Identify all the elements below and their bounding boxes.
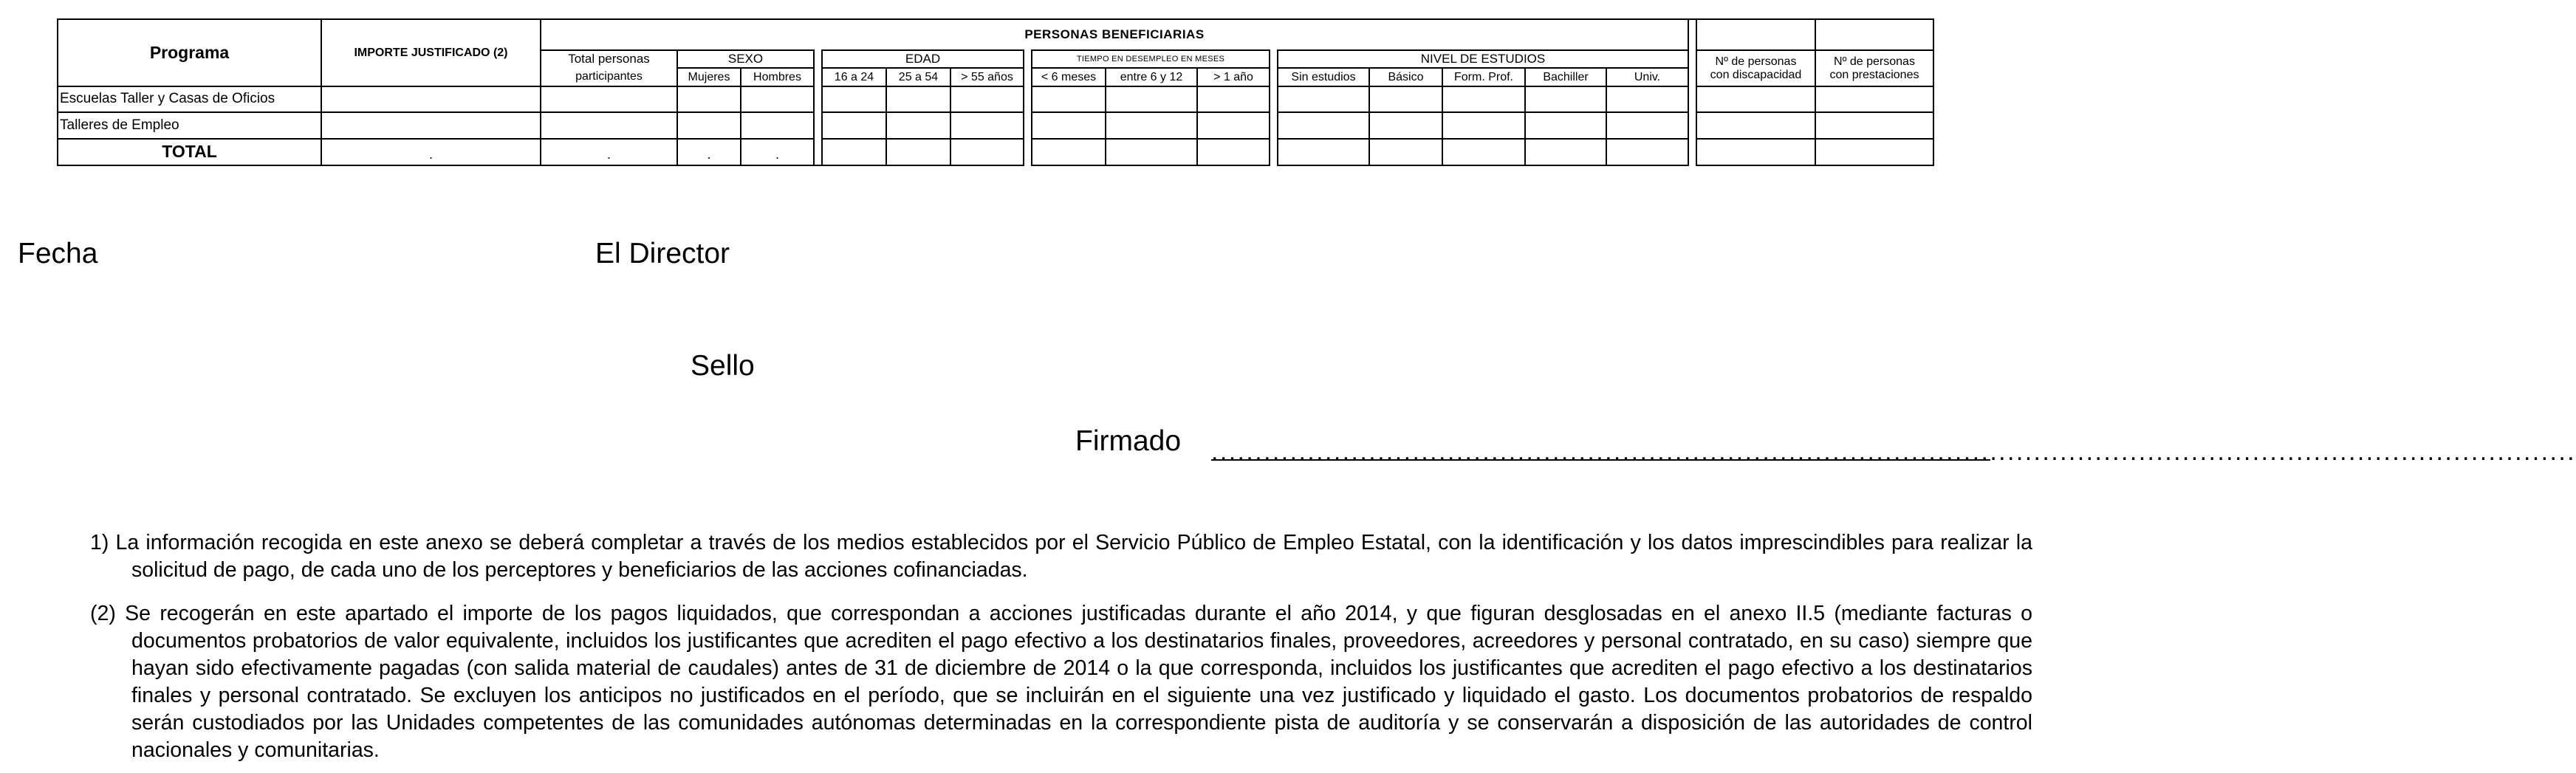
header-tiempo-desempleo: TIEMPO EN DESEMPLEO EN MESES: [1032, 50, 1270, 68]
table-row: [58, 86, 1933, 112]
cell-edad-16-24: [822, 86, 886, 112]
header-personas-prestaciones: [1815, 50, 1933, 86]
footnote-2: [90, 600, 2032, 764]
cell-basico: [1369, 86, 1442, 112]
header-edad: EDAD: [822, 50, 1024, 68]
column-gap: [814, 139, 822, 165]
header-nivel-estudios: NIVEL DE ESTUDIOS: [1278, 50, 1688, 68]
header-discapacidad-line2: con discapacidad: [1710, 68, 1802, 81]
cell-form-prof: [1442, 112, 1525, 139]
cell-hombres: [741, 86, 814, 112]
cell-univ: [1606, 86, 1688, 112]
total-prestaciones: [1815, 139, 1933, 165]
column-gap: [1688, 68, 1696, 86]
cell-sin-estudios: [1278, 86, 1369, 112]
footnote-1: [90, 529, 2032, 584]
cell-mujeres: [677, 86, 741, 112]
cell-tiempo-6-12: [1106, 112, 1197, 139]
column-gap: [1270, 112, 1278, 139]
header-prestaciones-line1: Nº de personas: [1834, 55, 1915, 68]
total-tiempo-6-12: [1106, 139, 1197, 165]
column-gap: [1688, 50, 1696, 68]
total-univ: [1606, 139, 1688, 165]
header-mujeres: Mujeres: [677, 68, 741, 86]
cell-importe: [321, 86, 541, 112]
header-programa: Programa: [58, 19, 321, 86]
cell-edad-25-54: [886, 86, 950, 112]
total-hombres: .: [741, 139, 814, 165]
cell-basico: [1369, 112, 1442, 139]
column-gap: [1270, 68, 1278, 86]
cell-tiempo-1-ano: [1197, 112, 1270, 139]
cell-edad-25-54: [886, 112, 950, 139]
cell-form-prof: [1442, 86, 1525, 112]
header-total-personas-line2: participantes: [541, 68, 677, 86]
cell-total-personas: [541, 86, 677, 112]
sello-label: Sello: [691, 350, 755, 382]
header-basico: Básico: [1369, 68, 1442, 86]
footnote-1-text: 1) La información recogida en este anexo se deberá completar a través de los medios establecidos por el Servicio Público de Empleo Estatal, con la identificación y los datos imprescindibles para realizar la solicitud de pago, de cada uno de los perceptores y beneficiarios de las acciones cofinanciadas.: [90, 531, 2032, 582]
cell-tiempo-6-meses: [1032, 112, 1106, 139]
beneficiaries-table-wrapper: [57, 18, 1934, 166]
header-bachiller: Bachiller: [1525, 68, 1606, 86]
cell-edad-16-24: [822, 112, 886, 139]
total-discapacidad: [1696, 139, 1815, 165]
column-gap: [1024, 86, 1032, 112]
column-gap: [1270, 86, 1278, 112]
header-prestaciones-line2: con prestaciones: [1829, 68, 1919, 81]
cell-discapacidad: [1696, 112, 1815, 139]
cell-edad-55: [950, 86, 1024, 112]
total-form-prof: [1442, 139, 1525, 165]
header-form-prof: Form. Prof.: [1442, 68, 1525, 86]
total-tiempo-6-meses: [1032, 139, 1106, 165]
row-label: Talleres de Empleo: [58, 112, 321, 139]
total-label: TOTAL: [58, 139, 321, 165]
header-importe-justificado: IMPORTE JUSTIFICADO (2): [321, 19, 541, 86]
header-sexo: SEXO: [677, 50, 814, 68]
cell-sin-estudios: [1278, 112, 1369, 139]
header-sin-estudios: Sin estudios: [1278, 68, 1369, 86]
cell-mujeres: [677, 112, 741, 139]
header-tiempo-6-meses: < 6 meses: [1032, 68, 1106, 86]
cell-univ: [1606, 112, 1688, 139]
cell-total-personas: [541, 112, 677, 139]
column-gap: [814, 112, 822, 139]
cell-tiempo-6-12: [1106, 86, 1197, 112]
header-total-personas-line1: Total personas: [541, 50, 677, 68]
column-gap: [1024, 112, 1032, 139]
beneficiaries-table: [57, 18, 1934, 166]
column-gap: [1688, 86, 1696, 112]
header-discapacidad-line1: Nº de personas: [1715, 55, 1797, 68]
header-edad-16-24: 16 a 24: [822, 68, 886, 86]
total-bachiller: [1525, 139, 1606, 165]
table-total-row: [58, 139, 1933, 165]
cell-edad-55: [950, 112, 1024, 139]
cell-tiempo-6-meses: [1032, 86, 1106, 112]
header-personas-beneficiarias: PERSONAS BENEFICIARIAS: [541, 19, 1688, 50]
table-row: [58, 112, 1933, 139]
header-edad-55: > 55 años: [950, 68, 1024, 86]
header-spacer: [1688, 19, 1696, 50]
total-mujeres: .: [677, 139, 741, 165]
total-basico: [1369, 139, 1442, 165]
firmado-label: Firmado: [1075, 425, 1182, 457]
cell-discapacidad: [1696, 86, 1815, 112]
total-tiempo-1-ano: [1197, 139, 1270, 165]
column-gap: [1270, 139, 1278, 165]
cell-importe: [321, 112, 541, 139]
signature-dotted-line: ............................................................................................................................................................: [1211, 438, 2576, 466]
column-gap: [1688, 139, 1696, 165]
cell-hombres: [741, 112, 814, 139]
fecha-label: Fecha: [18, 238, 98, 269]
cell-prestaciones: [1815, 112, 1933, 139]
header-tiempo-6-12: entre 6 y 12: [1106, 68, 1197, 86]
cell-tiempo-1-ano: [1197, 86, 1270, 112]
total-edad-55: [950, 139, 1024, 165]
footnote-2-text: (2) Se recogerán en este apartado el importe de los pagos liquidados, que correspondan a acciones justificadas durante el año 2014, y que figuran desglosadas en el anexo II.5 (mediante facturas o documentos probatorios de valor equivalente, incluidos los justificantes que acrediten el pago efectivo a los destinatarios finales, proveedores, acreedores y personal contratado, en su caso) siempre que hayan sido efectivamente pagadas (con salida material de caudales) antes de 31 de diciembre de 2014 o la que corresponda, incluidos los justificantes que acrediten el pago efectivo a los destinatarios finales y personal contratado. Se excluyen los anticipos no justificados en el período, que se incluirán en el siguiente una vez justificado y liquidado el gasto. Los documentos probatorios de respaldo serán custodiados por las Unidades competentes de las comunidades autónomas determinadas en la correspondiente pista de auditoría y se conservarán a disposición de las autoridades de control nacionales y comunitarias.: [90, 602, 2032, 762]
column-gap: [1024, 50, 1032, 68]
column-gap: [814, 68, 822, 86]
cell-bachiller: [1525, 112, 1606, 139]
total-edad-16-24: [822, 139, 886, 165]
column-gap: [814, 50, 822, 68]
column-gap: [1024, 68, 1032, 86]
column-gap: [814, 86, 822, 112]
cell-prestaciones: [1815, 86, 1933, 112]
total-edad-25-54: [886, 139, 950, 165]
header-hombres: Hombres: [741, 68, 814, 86]
header-edad-25-54: 25 a 54: [886, 68, 950, 86]
header-spacer: [1696, 19, 1815, 50]
header-spacer: [1815, 19, 1933, 50]
total-total-personas: .: [541, 139, 677, 165]
row-label: Escuelas Taller y Casas de Oficios: [58, 86, 321, 112]
header-univ: Univ.: [1606, 68, 1688, 86]
column-gap: [1024, 139, 1032, 165]
director-label: El Director: [595, 238, 730, 269]
header-tiempo-1-ano: > 1 año: [1197, 68, 1270, 86]
total-importe: .: [321, 139, 541, 165]
column-gap: [1270, 50, 1278, 68]
header-personas-discapacidad: [1696, 50, 1815, 86]
cell-bachiller: [1525, 86, 1606, 112]
column-gap: [1688, 112, 1696, 139]
total-sin-estudios: [1278, 139, 1369, 165]
